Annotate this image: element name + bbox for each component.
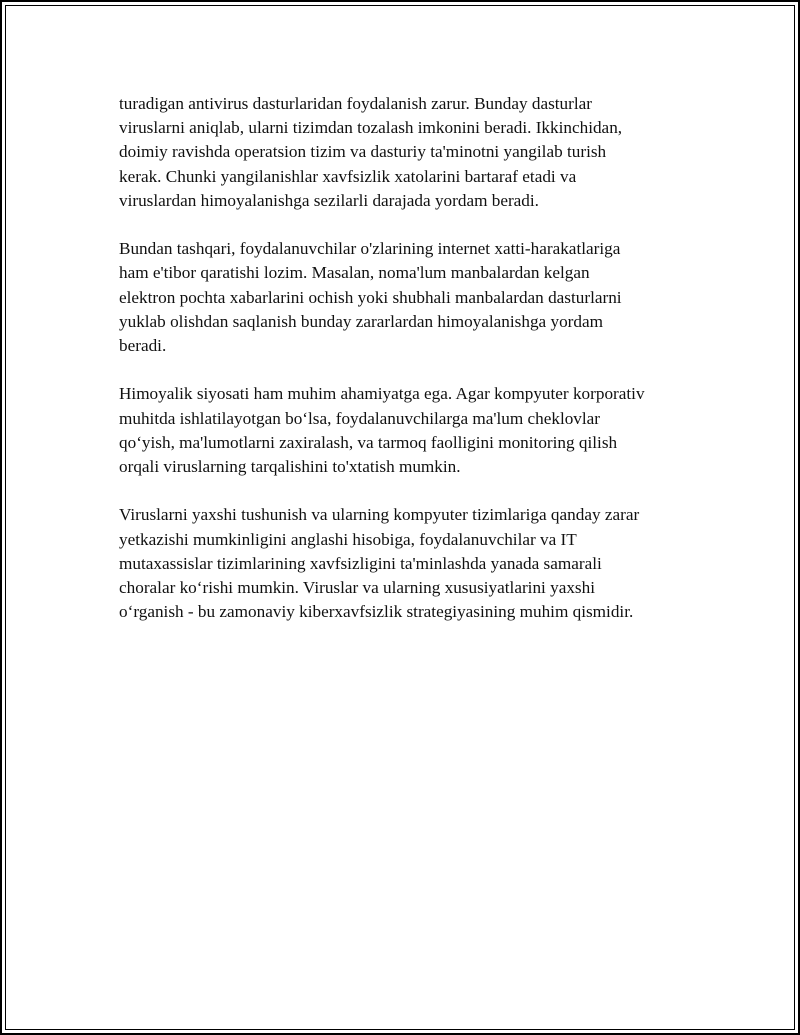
text-line: yetkazishi mumkinligini anglashi hisobiga, foydalanuvchilar va IT bbox=[119, 529, 577, 549]
text-line: viruslardan himoyalanishga sezilarli darajada yordam beradi. bbox=[119, 190, 539, 210]
text-line: muhitda ishlatilayotgan bo‘lsa, foydalanuvchilarga ma'lum cheklovlar bbox=[119, 408, 601, 428]
document-body bbox=[119, 92, 699, 649]
text-line: doimiy ravishda operatsion tizim va dasturiy ta'minotni yangilab turish bbox=[119, 142, 607, 162]
text-line: viruslarni aniqlab, ularni tizimdan tozalash imkonini beradi. Ikkinchidan, bbox=[119, 118, 623, 138]
text-line: orqali viruslarning tarqalishini to'xtatish mumkin. bbox=[119, 457, 461, 477]
text-line: o‘rganish - bu zamonaviy kiberxavfsizlik strategiyasining muhim qismidir. bbox=[119, 602, 634, 622]
text-line: ham e'tibor qaratishi lozim. Masalan, noma'lum manbalardan kelgan bbox=[119, 263, 590, 283]
text-line: elektron pochta xabarlarini ochish yoki shubhali manbalardan dasturlarni bbox=[119, 287, 622, 307]
text-line: kerak. Chunki yangilanishlar xavfsizlik xatolarini bartaraf etadi va bbox=[119, 166, 577, 186]
text-line: choralar ko‘rishi mumkin. Viruslar va ularning xususiyatlarini yaxshi bbox=[119, 578, 595, 598]
text-line: Himoyalik siyosati ham muhim ahamiyatga ega. Agar kompyuter korporativ bbox=[119, 384, 645, 404]
paragraph-2 bbox=[119, 237, 699, 358]
text-line: beradi. bbox=[119, 336, 167, 356]
text-line: Bundan tashqari, foydalanuvchilar o'zlarining internet xatti-harakatlariga bbox=[119, 239, 621, 259]
text-line: turadigan antivirus dasturlaridan foydalanish zarur. Bunday dasturlar bbox=[119, 94, 592, 113]
paragraph-1 bbox=[119, 92, 699, 213]
paragraph-4 bbox=[119, 503, 699, 624]
text-line: mutaxassislar tizimlarining xavfsizligini ta'minlashda yanada samarali bbox=[119, 553, 602, 573]
text-line: qo‘yish, ma'lumotlarni zaxiralash, va tarmoq faolligini monitoring qilish bbox=[119, 432, 618, 452]
paragraph-3 bbox=[119, 382, 699, 479]
text-line: Viruslarni yaxshi tushunish va ularning kompyuter tizimlariga qanday zarar bbox=[119, 505, 640, 525]
text-line: yuklab olishdan saqlanish bunday zararlardan himoyalanishga yordam bbox=[119, 311, 603, 331]
